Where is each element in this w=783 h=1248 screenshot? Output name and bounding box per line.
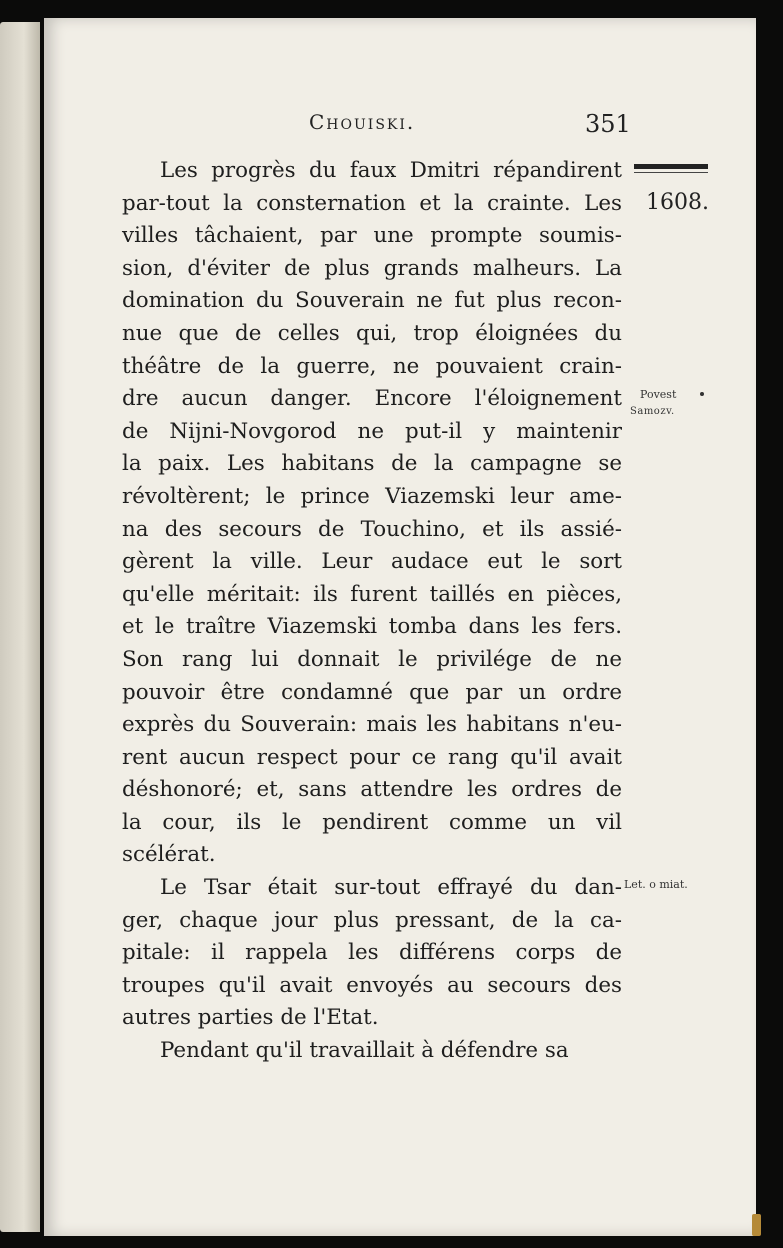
body-text — [122, 155, 622, 1068]
running-head: Chouiski. — [309, 110, 416, 134]
text-line: sion, d'éviter de plus grands malheurs. La — [122, 255, 622, 281]
book-page — [44, 18, 756, 1236]
text-line: na des secours de Touchino, et ils assié- — [122, 516, 622, 542]
text-line: théâtre de la guerre, ne pouvaient crain- — [122, 353, 622, 379]
text-line: troupes qu'il avait envoyés au secours des — [122, 972, 622, 998]
text-line: qu'elle méritait: ils furent taillés en pièces, — [122, 581, 622, 607]
text-line: et le traître Viazemski tomba dans les fers. — [122, 614, 622, 640]
ink-dot — [700, 392, 704, 396]
margin-rule — [634, 164, 708, 169]
text-line: exprès du Souverain: mais les habitans n'eu- — [122, 712, 622, 738]
margin-note-samozv: Samozv. — [630, 406, 675, 417]
text-line: villes tâchaient, par une prompte soumis- — [122, 223, 622, 249]
text-line: la cour, ils le pendirent comme un vil — [122, 809, 622, 835]
text-line: de Nijni-Novgorod ne put-il y maintenir — [122, 418, 622, 444]
text-line: gèrent la ville. Leur audace eut le sort — [122, 549, 622, 575]
margin-note-povest: Povest — [640, 388, 677, 401]
text-line: pouvoir être condamné que par un ordre — [122, 679, 622, 705]
text-line: révoltèrent; le prince Viazemski leur ame- — [122, 483, 622, 509]
text-line: Pendant qu'il travaillait à défendre sa — [160, 1038, 569, 1064]
text-line: la paix. Les habitans de la campagne se — [122, 451, 622, 477]
text-line: scélérat. — [122, 842, 216, 868]
text-line: autres parties de l'Etat. — [122, 1005, 379, 1031]
corner-stain — [752, 1214, 761, 1236]
text-line: par-tout la consternation et la crainte. Les — [122, 190, 622, 216]
text-line: pitale: il rappela les différens corps de — [122, 940, 622, 966]
text-line: nue que de celles qui, trop éloignées du — [122, 320, 622, 346]
text-line: rent aucun respect pour ce rang qu'il avait — [122, 744, 622, 770]
left-page-edge — [0, 22, 40, 1232]
text-line: domination du Souverain ne fut plus recon- — [122, 288, 622, 314]
margin-year: 1608. — [646, 190, 709, 215]
text-line: dre aucun danger. Encore l'éloignement — [122, 386, 622, 412]
text-line: Son rang lui donnait le privilége de ne — [122, 646, 622, 672]
text-line: ger, chaque jour plus pressant, de la ca- — [122, 907, 622, 933]
page-number: 351 — [585, 110, 631, 138]
text-line: déshonoré; et, sans attendre les ordres de — [122, 777, 622, 803]
margin-rule-thin — [634, 172, 708, 173]
text-line: Le Tsar était sur-tout effrayé du dan- — [160, 875, 622, 901]
margin-note-let: Let. o miat. — [624, 878, 688, 891]
page-header — [44, 110, 756, 144]
text-line: Les progrès du faux Dmitri répandirent — [160, 158, 622, 183]
